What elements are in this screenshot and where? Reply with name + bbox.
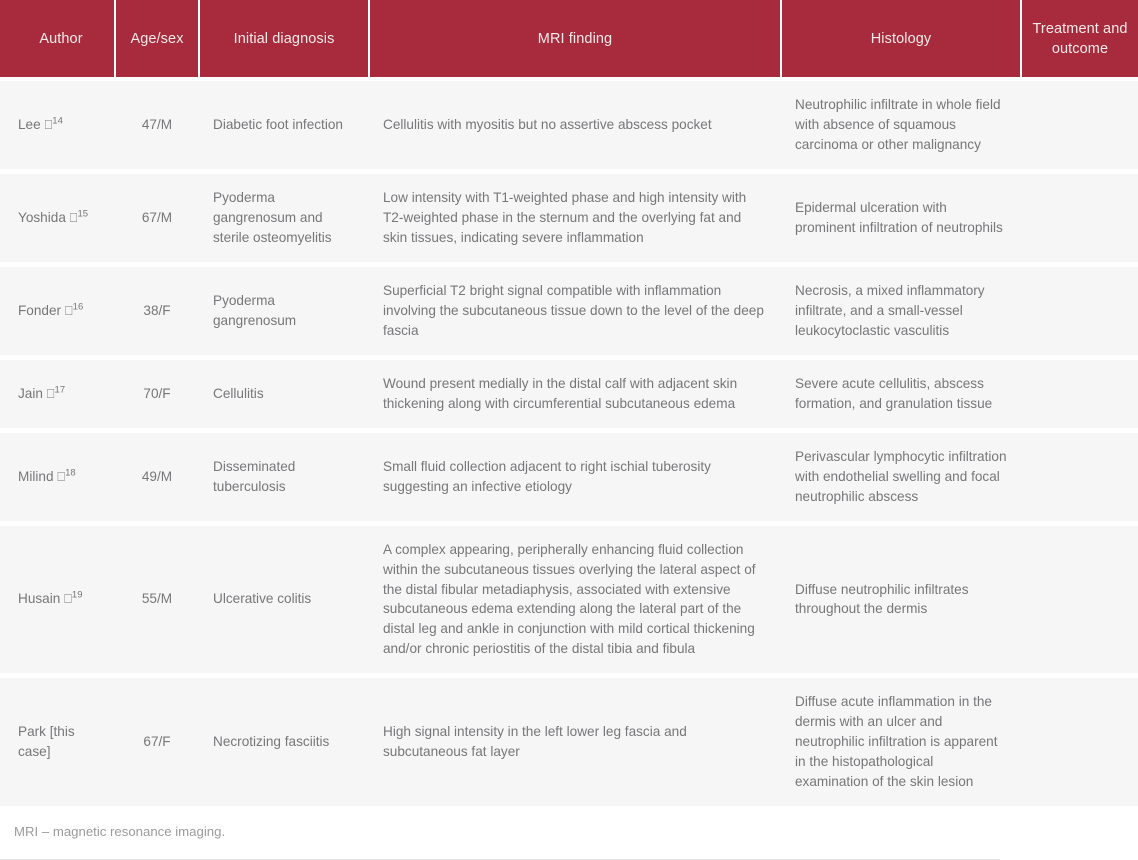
author-name: Milind — [18, 468, 54, 484]
cell-age-sex: 70/F — [115, 357, 199, 430]
author-reference-number: 16 — [72, 301, 84, 313]
cell-author — [0, 357, 115, 430]
author-name: Yoshida — [18, 209, 66, 225]
table-row — [0, 430, 1138, 523]
cell-treatment-outcome — [1021, 79, 1138, 171]
author-etal-glyph: ⎕ — [64, 303, 73, 319]
table-row — [0, 523, 1138, 676]
cell-treatment-outcome — [1021, 264, 1138, 357]
cell-initial-diagnosis: Disseminated tuberculosis — [199, 430, 369, 523]
table-row — [0, 676, 1138, 806]
cell-initial-diagnosis: Ulcerative colitis — [199, 523, 369, 676]
author-etal-glyph: ⎕ — [44, 117, 53, 133]
cell-treatment-outcome — [1021, 676, 1138, 806]
cell-age-sex: 67/F — [115, 676, 199, 806]
author-name: Jain — [18, 385, 43, 401]
column-header-author: Author — [0, 0, 115, 79]
table-header — [0, 0, 1138, 79]
cell-initial-diagnosis: Diabetic foot infection — [199, 79, 369, 171]
author-reference-number: 15 — [77, 208, 89, 220]
table-header-row — [0, 0, 1138, 79]
cell-mri-finding: Small fluid collection adjacent to right ischial tuberosity suggesting an infective etiology — [369, 430, 781, 523]
cell-author — [0, 171, 115, 264]
table-row — [0, 79, 1138, 171]
table-row — [0, 264, 1138, 357]
author-reference-number: 17 — [54, 384, 66, 396]
cell-age-sex: 38/F — [115, 264, 199, 357]
cell-treatment-outcome — [1021, 523, 1138, 676]
table-row — [0, 357, 1138, 430]
cell-histology: Neutrophilic infiltrate in whole field with absence of squamous carcinoma or other malignancy — [781, 79, 1021, 171]
cell-mri-finding: Superficial T2 bright signal compatible with inflammation involving the subcutaneous tissue down to the level of the deep fascia — [369, 264, 781, 357]
cell-mri-finding: Cellulitis with myositis but no assertive abscess pocket — [369, 79, 781, 171]
cell-mri-finding: High signal intensity in the left lower leg fascia and subcutaneous fat layer — [369, 676, 781, 806]
author-reference-number: 18 — [65, 467, 76, 479]
column-header-treatment-and-outcome: Treatment and outcome — [1021, 0, 1138, 79]
cell-mri-finding: A complex appearing, peripherally enhancing fluid collection within the subcutaneous tissues overlying the lateral aspect of the distal fibular metadiaphysis, associated with extensive subcutaneous edema extending along the lateral part of the distal leg and ankle in conjunction with mild cortical thickening and/or chronic periostitis of the distal tibia and fibula — [369, 523, 781, 676]
table-footnote: MRI – magnetic resonance imaging. — [0, 806, 1000, 859]
author-reference-number: 19 — [71, 589, 83, 601]
column-header-mri-finding: MRI finding — [369, 0, 781, 79]
cell-initial-diagnosis: Pyoderma gangrenosum and sterile osteomyelitis — [199, 171, 369, 264]
column-header-agesex: Age/sex — [115, 0, 199, 79]
cell-age-sex: 49/M — [115, 430, 199, 523]
author-name: Fonder — [18, 302, 62, 318]
cell-age-sex: 47/M — [115, 79, 199, 171]
author-etal-glyph: ⎕ — [64, 592, 72, 608]
cell-histology: Epidermal ulceration with prominent infiltration of neutrophils — [781, 171, 1021, 264]
column-header-initial-diagnosis: Initial diagnosis — [199, 0, 369, 79]
cell-histology: Necrosis, a mixed inflammatory infiltrate, and a small-vessel leukocytoclastic vasculitis — [781, 264, 1021, 357]
cell-author — [0, 264, 115, 357]
cell-histology: Severe acute cellulitis, abscess formation, and granulation tissue — [781, 357, 1021, 430]
cell-initial-diagnosis: Necrotizing fasciitis — [199, 676, 369, 806]
cell-author — [0, 523, 115, 676]
author-etal-glyph: ⎕ — [57, 469, 66, 485]
cell-treatment-outcome — [1021, 430, 1138, 523]
author-etal-glyph: ⎕ — [46, 386, 55, 402]
cell-mri-finding: Low intensity with T1-weighted phase and high intensity with T2-weighted phase in the sternum and the overlying fat and skin tissues, indicating severe inflammation — [369, 171, 781, 264]
cell-age-sex: 67/M — [115, 171, 199, 264]
cell-mri-finding: Wound present medially in the distal calf with adjacent skin thickening along with circumferential subcutaneous edema — [369, 357, 781, 430]
author-name: Lee — [18, 116, 41, 132]
cell-histology: Diffuse acute inflammation in the dermis with an ulcer and neutrophilic infiltration is apparent in the histopathological examination of the skin lesion — [781, 676, 1021, 806]
cell-author — [0, 676, 115, 806]
author-name: Park [this case] — [18, 724, 75, 760]
cell-age-sex: 55/M — [115, 523, 199, 676]
author-etal-glyph: ⎕ — [69, 210, 78, 226]
cell-treatment-outcome — [1021, 357, 1138, 430]
cell-author — [0, 79, 115, 171]
table-row — [0, 171, 1138, 264]
cell-histology: Diffuse neutrophilic infiltrates throughout the dermis — [781, 523, 1021, 676]
table-body — [0, 79, 1138, 806]
cell-initial-diagnosis: Pyoderma gangrenosum — [199, 264, 369, 357]
cell-treatment-outcome — [1021, 171, 1138, 264]
cell-initial-diagnosis: Cellulitis — [199, 357, 369, 430]
cell-histology: Perivascular lymphocytic infiltration with endothelial swelling and focal neutrophilic abscess — [781, 430, 1021, 523]
column-header-histology: Histology — [781, 0, 1021, 79]
cell-author — [0, 430, 115, 523]
author-name: Husain — [18, 591, 61, 607]
author-reference-number: 14 — [52, 115, 63, 127]
